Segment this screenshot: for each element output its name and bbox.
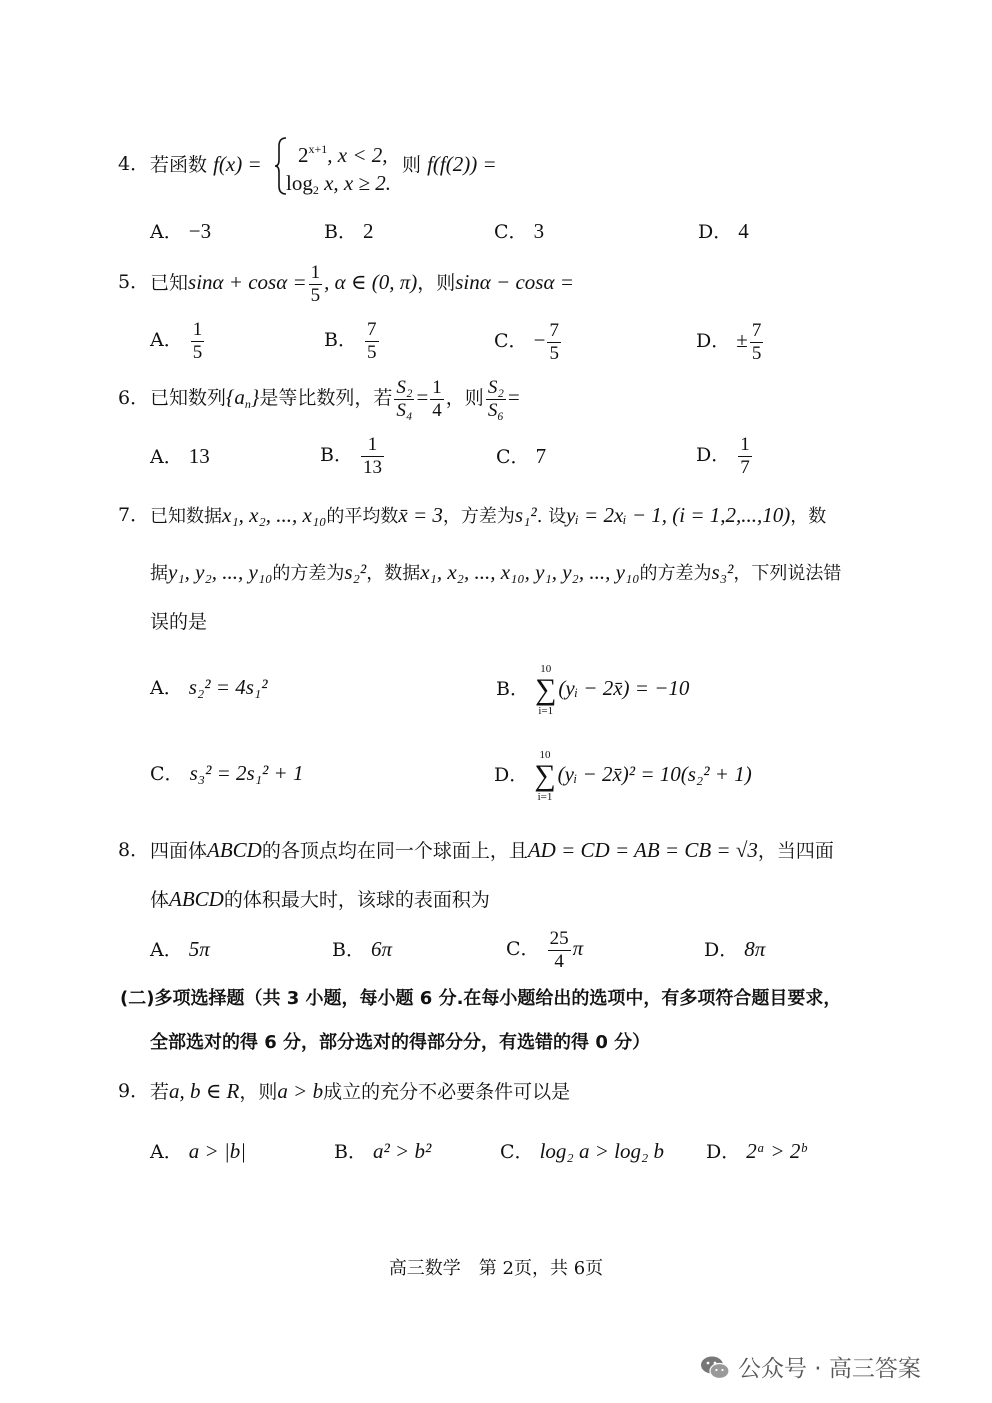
page-footer: 高三数学 第 2页，共 6页 [388, 1258, 604, 1279]
denominator: 5 [751, 342, 762, 364]
text: ，则 [239, 1081, 278, 1103]
option-label: A． [150, 677, 183, 699]
q7-line-1 [150, 503, 826, 529]
option-label: A． [150, 329, 183, 351]
q8-option-d[interactable] [704, 937, 765, 962]
denominator: 4 [432, 399, 442, 421]
sum-lower: i=1 [538, 705, 554, 717]
q8-option-a[interactable] [150, 937, 210, 962]
text: 成立的充分不必要条件可以是 [323, 1081, 571, 1103]
text: 的平均数 [326, 506, 399, 527]
option-sign: ± [736, 328, 748, 352]
numerator: 1 [432, 376, 442, 398]
option-value: (yᵢ − 2x̄)² = 10(s₂² + 1) [557, 762, 752, 786]
q6-option-a[interactable] [150, 444, 210, 469]
q4-ask-expr: f(f(2)) = [427, 152, 497, 176]
option-fraction [365, 319, 379, 364]
option-fraction [738, 434, 752, 479]
math: ABCD [169, 887, 224, 911]
option-fraction [548, 928, 571, 973]
option-fraction [750, 320, 764, 365]
wechat-icon [700, 1355, 730, 1381]
text: 若 [150, 1081, 170, 1103]
section-2-heading: (二)多项选择题（共 3 小题，每小题 6 分.在每小题给出的选项中，有多项符合题目要求， [120, 988, 842, 1009]
option-label: D． [494, 764, 529, 786]
denominator: 5 [549, 342, 559, 364]
text: ，数据 [366, 563, 421, 584]
text: ，方差为 [442, 506, 515, 527]
option-value: 4 [738, 219, 749, 243]
option-value: 5π [188, 937, 210, 961]
option-label: C． [506, 938, 540, 960]
text: 四面体 [150, 840, 208, 862]
q6-seq-sub: n [244, 397, 251, 411]
numerator: S₂ [396, 376, 413, 398]
sigma-symbol: 10 ∑ i=1 [535, 663, 557, 717]
denominator: 13 [363, 456, 383, 478]
q6-mid: 是等比数列，若 [259, 387, 393, 409]
q4-option-c[interactable] [494, 219, 544, 244]
q8-option-b[interactable] [332, 937, 392, 962]
option-value: 2ᵃ > 2ᵇ [746, 1139, 806, 1163]
option-label: D． [706, 1141, 741, 1163]
option-value: 7 [535, 444, 547, 468]
question-6-number: 6． [118, 387, 150, 409]
question-5-text [150, 259, 574, 307]
numerator: 7 [549, 319, 559, 341]
option-value: 6π [371, 937, 393, 961]
option-value: a > |b| [188, 1139, 246, 1163]
option-label: B． [324, 329, 357, 351]
q6-seq-open: {a [226, 385, 245, 409]
option-fraction [547, 320, 561, 365]
text: 的体积最大时，该球的表面积为 [223, 889, 490, 911]
question-6-text [150, 374, 520, 427]
option-value: (yᵢ − 2x̄) = −10 [558, 676, 690, 700]
watermark [700, 1350, 921, 1383]
q4-case-2-log: log [286, 171, 313, 195]
math: ABCD [207, 838, 262, 862]
q6-fraction-1 [394, 377, 414, 422]
option-label: B． [496, 678, 529, 700]
q5-option-c[interactable] [494, 317, 563, 365]
question-8-number: 8． [118, 839, 150, 861]
option-label: A． [150, 1141, 183, 1163]
q4-option-a[interactable] [150, 219, 211, 244]
option-label: A． [150, 221, 183, 243]
denominator: 5 [367, 341, 377, 363]
option-label: C． [496, 446, 530, 468]
q6-fraction-2 [430, 377, 444, 422]
question-9-number: 9． [118, 1080, 150, 1102]
denominator: 5 [310, 284, 321, 306]
option-value: 3 [533, 219, 545, 243]
q4-option-b[interactable] [324, 219, 374, 244]
q6-fraction-3 [486, 377, 506, 422]
q5-option-d[interactable] [696, 317, 765, 365]
option-label: D． [696, 330, 731, 352]
q7-option-a[interactable] [150, 675, 268, 700]
option-label: A． [150, 939, 183, 961]
math: AD = CD = AB = CB = √3 [527, 838, 758, 862]
option-value: a² > b² [373, 1139, 432, 1163]
option-label: D． [698, 221, 733, 243]
question-5-number: 5． [118, 271, 150, 293]
section-2-instructions: 全部选对的得 6 分，部分选对的得部分分，有选错的得 0 分） [150, 1032, 651, 1053]
option-value: 13 [188, 444, 210, 468]
q9-option-a[interactable] [150, 1139, 246, 1164]
q7-line-2 [150, 560, 841, 586]
math: x̄ = 3 [398, 503, 443, 527]
denominator: 4 [554, 950, 564, 972]
text: ，下列说法错 [733, 563, 842, 584]
q4-case-1-base: 2 [298, 143, 309, 167]
option-label: D． [704, 939, 739, 961]
q6-option-b[interactable] [320, 432, 386, 479]
q5-option-a[interactable] [150, 317, 206, 364]
numerator: 1 [310, 261, 321, 283]
q5-option-b[interactable] [324, 317, 381, 364]
q4-option-d[interactable] [698, 219, 749, 244]
denominator: S₄ [396, 399, 413, 421]
q9-option-c[interactable] [500, 1139, 664, 1164]
q4-case-2-base: 2 [312, 183, 319, 197]
q6-option-d[interactable] [696, 432, 754, 479]
q7-option-b[interactable] [496, 660, 689, 718]
option-value: s₃² = 2s₁² + 1 [189, 761, 304, 785]
denominator: 5 [192, 341, 203, 363]
math: y₁, y₂, ..., y₁₀ [168, 560, 273, 584]
q5-then: ，则 [417, 272, 456, 294]
q8-line-2 [150, 887, 490, 912]
text: ，当四面 [757, 840, 834, 862]
question-4-text [150, 152, 262, 177]
option-fraction [361, 434, 384, 479]
q6-then: ，则 [445, 387, 484, 409]
denominator: S₆ [487, 399, 504, 421]
q8-option-c[interactable] [506, 925, 583, 973]
text: 的方差为 [272, 563, 345, 584]
option-label: B． [332, 939, 365, 961]
q7-option-c[interactable] [150, 761, 303, 786]
q5-given-expr: sinα + cosα = [188, 270, 307, 294]
math: s₁² [514, 503, 537, 527]
q4-case-1 [298, 137, 388, 168]
option-sign: − [533, 328, 546, 352]
math: x₁, x₂, ..., x₁₀, y₁, y₂, ..., y₁₀ [420, 560, 640, 584]
option-fraction [191, 319, 205, 364]
option-value: s₂² = 4s₁² [188, 675, 268, 699]
numerator: 1 [192, 318, 203, 340]
option-label: A． [150, 446, 183, 468]
math: a, b ∈ R [169, 1079, 240, 1103]
option-pi: π [572, 936, 584, 960]
q5-intro: 已知 [150, 272, 189, 294]
question-9-text [150, 1079, 570, 1104]
text: 已知数据 [150, 506, 222, 527]
option-label: C． [494, 330, 528, 352]
text: . 设 [536, 506, 567, 527]
numerator: S₂ [487, 376, 504, 398]
numerator: 1 [740, 433, 750, 455]
option-value: 8π [744, 937, 766, 961]
q4-intro: 若函数 [150, 154, 208, 176]
sigma-symbol: 10 ∑ i=1 [534, 749, 556, 803]
q4-function: f(x) = [213, 152, 262, 176]
option-label: D． [696, 444, 731, 466]
numerator: 7 [751, 319, 762, 341]
sum-upper: 10 [540, 663, 552, 675]
option-label: B． [324, 221, 357, 243]
q6-equals: = [416, 385, 429, 409]
option-value: −3 [188, 219, 212, 243]
text: 的方差为 [639, 563, 712, 584]
q4-case-2 [286, 171, 391, 202]
question-7-number: 7． [118, 504, 150, 526]
q4-case-1-exponent: x+1 [308, 142, 328, 156]
text: 的各顶点均在同一个球面上，且 [261, 840, 528, 862]
denominator: 7 [740, 456, 750, 478]
option-label: C． [500, 1141, 534, 1163]
q6-sequence [226, 385, 259, 409]
q4-case-1-condition: , x < 2, [327, 143, 388, 167]
q6-intro: 已知数列 [150, 387, 227, 409]
q5-ask-expr: sinα − cosα = [455, 270, 574, 294]
q5-fraction [309, 262, 323, 307]
q5-condition: , α ∈ (0, π) [324, 270, 418, 294]
q4-then: 则 [402, 154, 422, 176]
numerator: 7 [367, 318, 377, 340]
q4-ask [402, 152, 497, 177]
numerator: 25 [549, 927, 569, 949]
sum-upper: 10 [539, 749, 551, 761]
option-value: 2 [363, 219, 374, 243]
option-label: C． [494, 221, 528, 243]
option-label: C． [150, 763, 184, 785]
numerator: 1 [361, 434, 384, 457]
text: 据 [150, 563, 168, 584]
question-4-number: 4． [118, 153, 150, 175]
math: s₃² [711, 560, 734, 584]
q9-option-b[interactable] [334, 1139, 431, 1164]
option-value: log₂ a > log₂ b [539, 1139, 665, 1163]
q6-option-c[interactable] [496, 444, 546, 469]
math: yᵢ = 2xᵢ − 1, (i = 1,2,...,10) [566, 503, 791, 527]
text: ，数 [790, 506, 827, 527]
watermark-text: 公众号 · 高三答案 [738, 1356, 921, 1382]
q6-seq-close: } [250, 385, 260, 409]
option-label: B． [320, 444, 353, 466]
math: x₁, x₂, ..., x₁₀ [222, 503, 327, 527]
q7-line-3: 误的是 [150, 611, 208, 633]
q8-line-1 [150, 838, 834, 863]
text: 体 [150, 889, 170, 911]
q4-case-2-condition: x, x ≥ 2. [318, 171, 392, 195]
q6-ask-equals: = [507, 385, 520, 409]
math: s₂² [344, 560, 367, 584]
option-label: B． [334, 1141, 367, 1163]
sum-lower: i=1 [537, 791, 553, 803]
q7-option-d[interactable] [494, 746, 752, 804]
q9-option-d[interactable] [706, 1139, 806, 1164]
math: a > b [277, 1079, 324, 1103]
